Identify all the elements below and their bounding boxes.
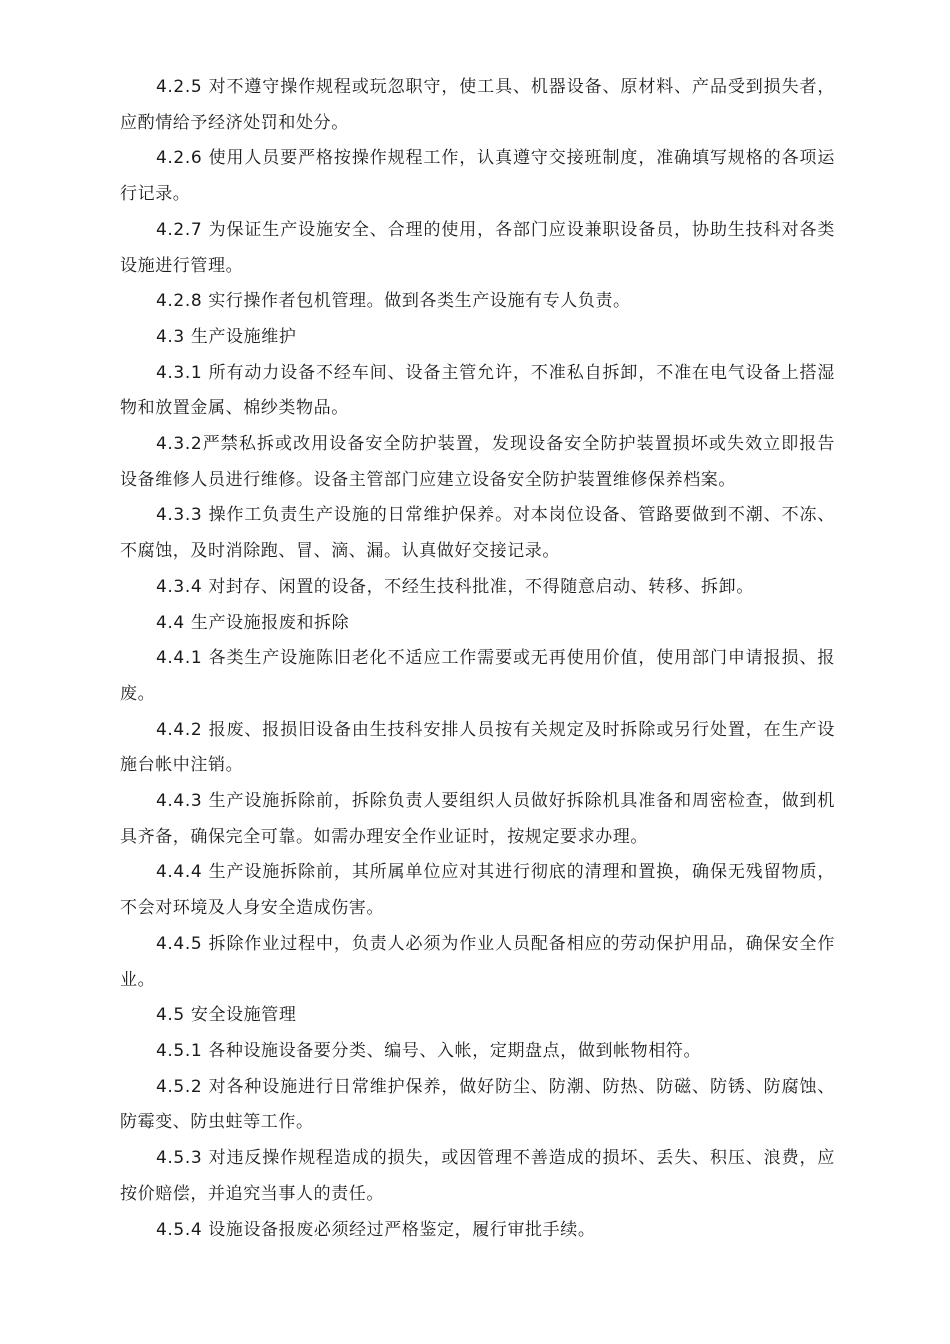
paragraph-4-5-1: 4.5.1 各种设施设备要分类、编号、入帐，定期盘点，做到帐物相符。	[156, 1040, 702, 1061]
paragraph-4-2-6: 4.2.6 使用人员要严格按操作规程工作，认真遵守交接班制度，准确填写规格的各项运行记录。	[120, 148, 835, 205]
paragraph-4-4-3: 4.4.3 生产设施拆除前，拆除负责人要组织人员做好拆除机具准备和周密检查，做到机具齐备，确保完全可靠。如需办理安全作业证时，按规定要求办理。	[120, 791, 835, 847]
paragraph-4-5-2: 4.5.2 对各种设施进行日常维护保养，做好防尘、防潮、防热、防磁、防锈、防腐蚀、防霉变、防虫蛀等工作。	[120, 1076, 835, 1133]
section-heading-4-3: 4.3 生产设施维护	[156, 326, 297, 347]
paragraph-4-3-1: 4.3.1 所有动力设备不经车间、设备主管允许，不准私自拆卸，不准在电气设备上搭湿物和放置金属、棉纱类物品。	[120, 362, 835, 419]
paragraph-4-4-4: 4.4.4 生产设施拆除前，其所属单位应对其进行彻底的清理和置换，确保无残留物质，不会对环境及人身安全造成伤害。	[120, 862, 835, 919]
paragraph-4-4-1: 4.4.1 各类生产设施陈旧老化不适应工作需要或无再使用价值，使用部门申请报损、报废。	[120, 648, 835, 704]
section-heading-4-4: 4.4 生产设施报废和拆除	[156, 612, 350, 633]
paragraph-4-2-5: 4.2.5 对不遵守操作规程或玩忽职守，使工具、机器设备、原材料、产品受到损失者，应酌情给予经济处罚和处分。	[120, 77, 835, 133]
paragraph-4-3-2: 4.3.2严禁私拆或改用设备安全防护装置，发现设备安全防护装置损坏或失效立即报告设备维修人员进行维修。设备主管部门应建立设备安全防护装置维修保养档案。	[120, 434, 835, 490]
paragraph-4-5-4: 4.5.4 设施设备报废必须经过严格鉴定，履行审批手续。	[156, 1219, 596, 1240]
paragraph-4-3-4: 4.3.4 对封存、闲置的设备，不经生技科批准，不得随意启动、转移、拆卸。	[156, 576, 754, 597]
paragraph-4-5-3: 4.5.3 对违反操作规程造成的损失，或因管理不善造成的损坏、丢失、积压、浪费，应按价赔偿，并追究当事人的责任。	[120, 1148, 835, 1204]
paragraph-4-4-5: 4.4.5 拆除作业过程中，负责人必须为作业人员配备相应的劳动保护用品，确保安全作业。	[120, 933, 835, 990]
document-body	[120, 70, 835, 1248]
paragraph-4-4-2: 4.4.2 报废、报损旧设备由生技科安排人员按有关规定及时拆除或另行处置，在生产设施台帐中注销。	[120, 719, 835, 776]
paragraph-4-2-8: 4.2.8 实行操作者包机管理。做到各类生产设施有专人负责。	[156, 291, 631, 312]
paragraph-4-2-7: 4.2.7 为保证生产设施安全、合理的使用，各部门应设兼职设备员，协助生技科对各类设施进行管理。	[120, 219, 835, 276]
paragraph-4-3-3: 4.3.3 操作工负责生产设施的日常维护保养。对本岗位设备、管路要做到不潮、不冻、不腐蚀，及时消除跑、冒、滴、漏。认真做好交接记录。	[120, 505, 835, 562]
section-heading-4-5: 4.5 安全设施管理	[156, 1005, 297, 1026]
